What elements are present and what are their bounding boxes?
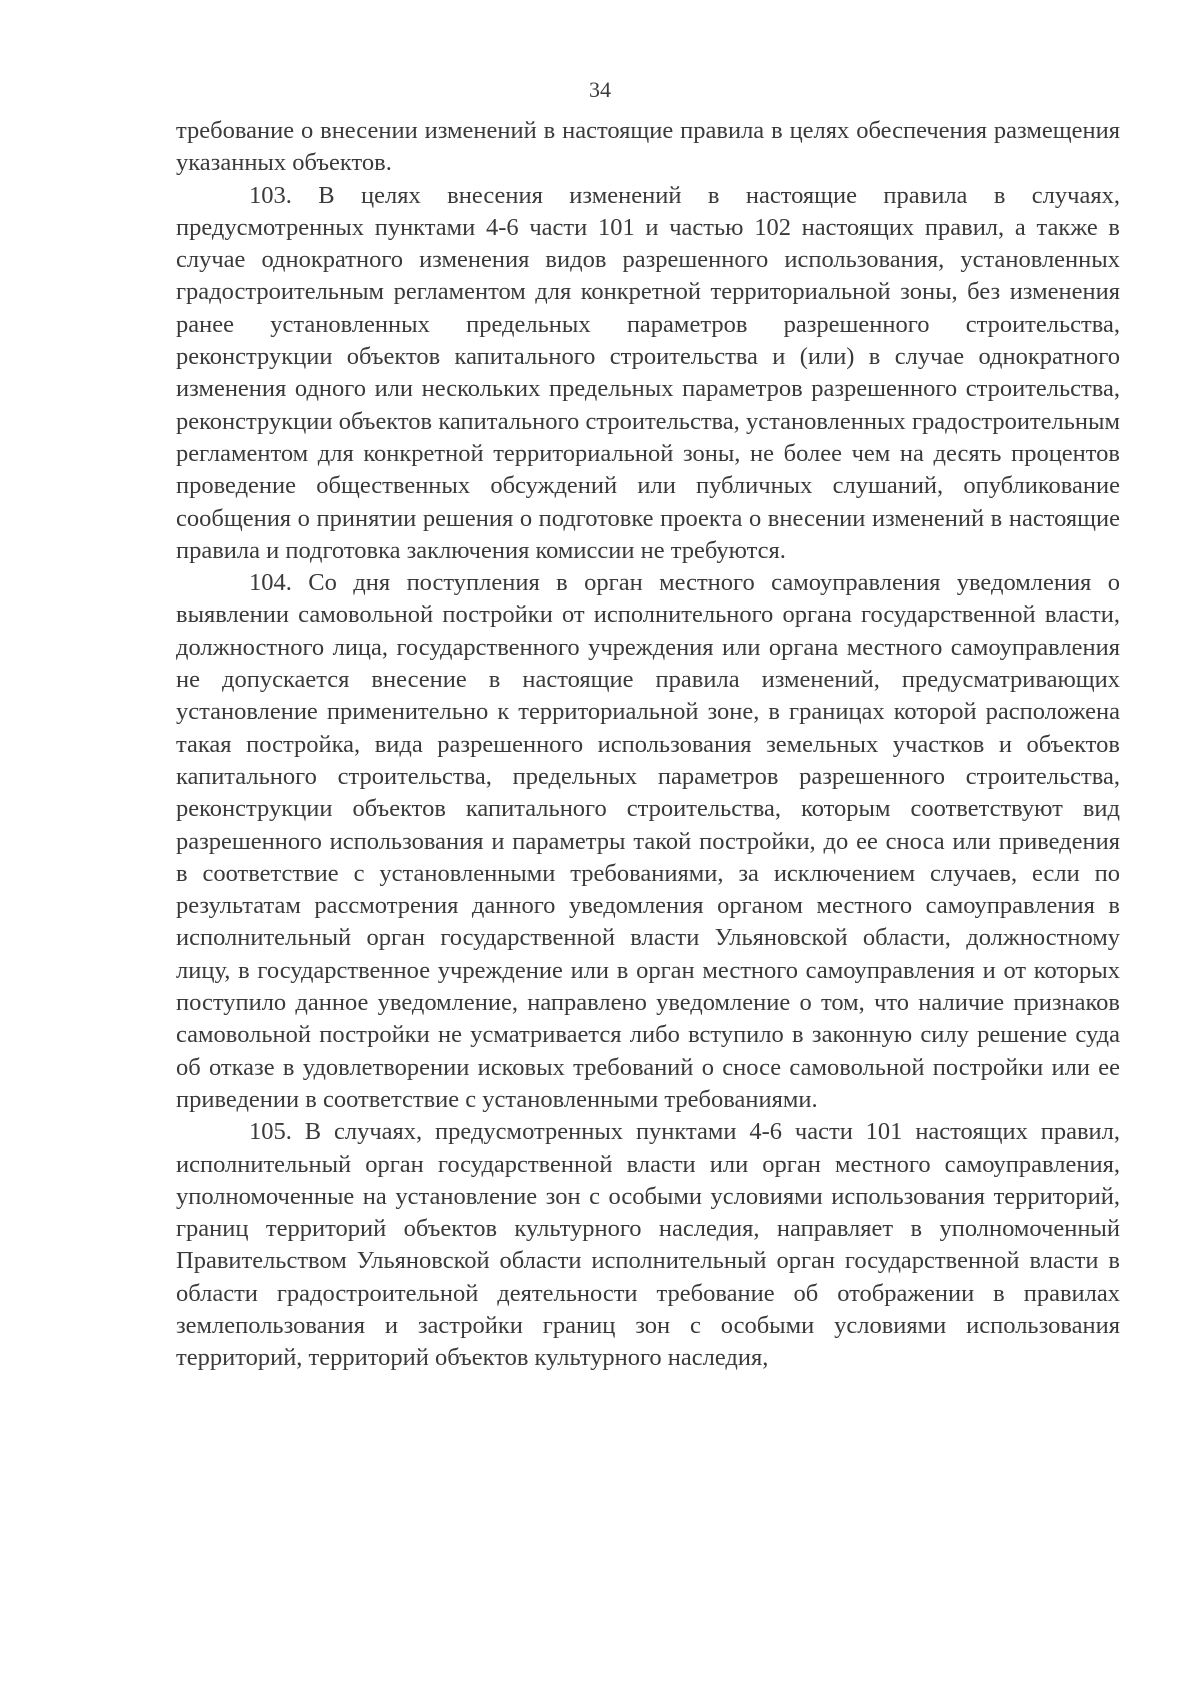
paragraph-continuation: требование о внесении изменений в настоящие правила в целях обеспечения размещения указанных объектов.	[176, 117, 1120, 177]
document-body	[176, 115, 1120, 1375]
paragraph-103: 103. В целях внесения изменений в настоящие правила в случаях, предусмотренных пунктами 4-6 части 101 и частью 102 настоящих правил, а также в случае однократного изменения видов разрешенного использования, установленных градостроительным регламентом для конкретной территориальной зоны, без изменения ранее установленных предельных параметров разрешенного строительства, реконструкции объектов капитального строительства и (или) в случае однократного изменения одного или нескольких предельных параметров разрешенного строительства, реконструкции объектов капитального строительства, установленных градостроительным регламентом для конкретной территориальной зоны, не более чем на десять процентов проведение общественных обсуждений или публичных слушаний, опубликование сообщения о принятии решения о подготовке проекта о внесении изменений в настоящие правила и подготовка заключения комиссии не требуются.	[176, 181, 1120, 564]
page-number: 34	[589, 77, 611, 102]
paragraph-104: 104. Со дня поступления в орган местного самоуправления уведомления о выявлении самовольной постройки от исполнительного органа государственной власти, должностного лица, государственного учреждения или органа местного самоуправления не допускается внесение в настоящие правила изменений, предусматривающих установление применительно к территориальной зоне, в границах которой расположена такая постройка, вида разрешенного использования земельных участков и объектов капитального строительства, предельных параметров разрешенного строительства, реконструкции объектов капитального строительства, которым соответствуют вид разрешенного использования и параметры такой постройки, до ее сноса или приведения в соответствие с установленными требованиями, за исключением случаев, если по результатам рассмотрения данного уведомления органом местного самоуправления в исполнительный орган государственной власти Ульяновской области, должностному лицу, в государственное учреждение или в орган местного самоуправления и от которых поступило данное уведомление, направлено уведомление о том, что наличие признаков самовольной постройки не усматривается либо вступило в законную силу решение суда об отказе в удовлетворении исковых требований о сносе самовольной постройки или ее приведении в соответствие с установленными требованиями.	[176, 569, 1120, 1113]
paragraph-105: 105. В случаях, предусмотренных пунктами 4-6 части 101 настоящих правил, исполнительный орган государственной власти или орган местного самоуправления, уполномоченные на установление зон с особыми условиями использования территорий, границ территорий объектов культурного наследия, направляет в уполномоченный Правительством Ульяновской области исполнительный орган государственной власти в области градостроительной деятельности требование об отображении в правилах землепользования и застройки границ зон с особыми условиями использования территорий, территорий объектов культурного наследия,	[176, 1118, 1120, 1372]
